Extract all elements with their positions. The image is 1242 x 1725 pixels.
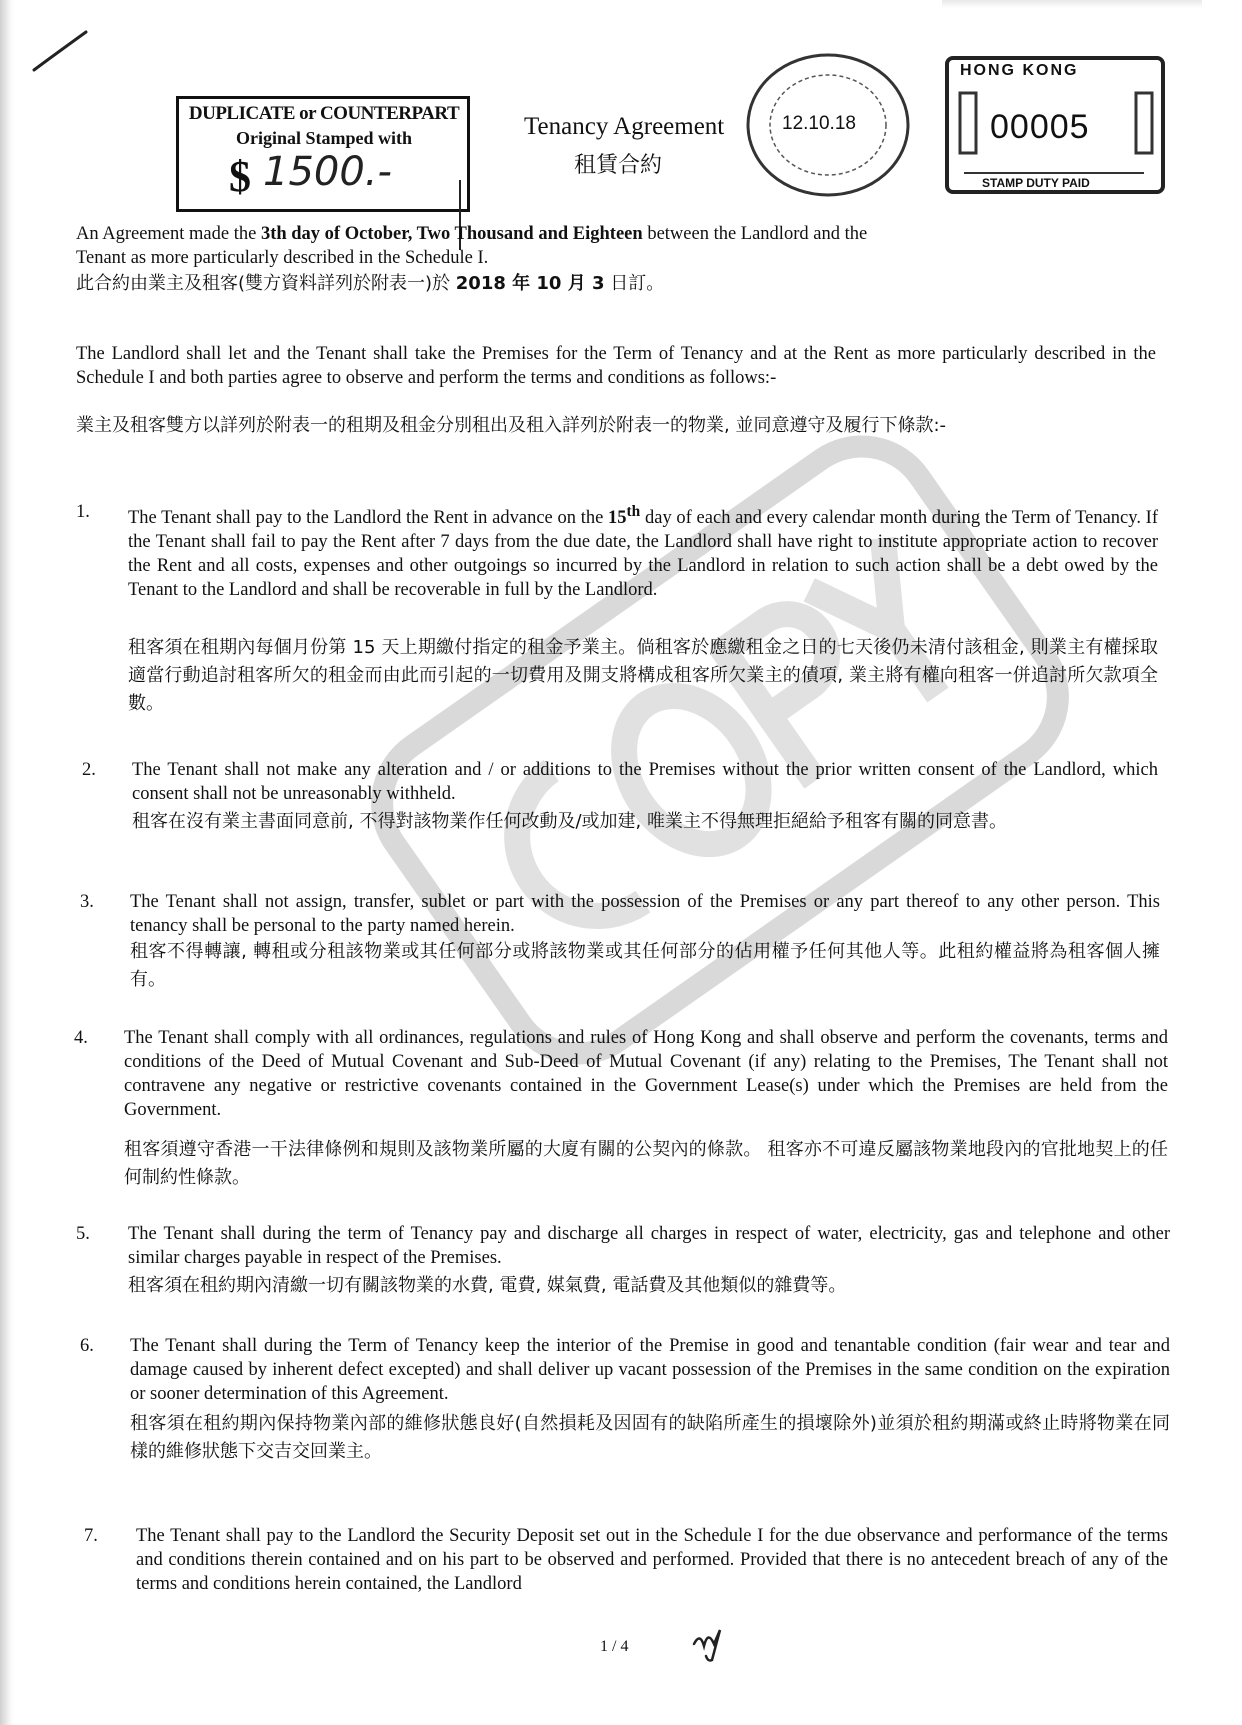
clause-1-day-suffix: th <box>626 503 641 520</box>
title-chinese: 租賃合約 <box>574 153 663 178</box>
preamble-chinese <box>76 270 1156 298</box>
intro-chinese: 業主及租客雙方以詳列於附表一的租期及租金分別租出及租入詳列於附表一的物業, 並同意遵守及履行下條款:- <box>76 415 946 436</box>
clause-english: The Tenant shall pay to the Landlord the Security Deposit set out in the Schedule I for the due observance and performance of the terms and conditions therein contained and on his part to be observed and performed. Provided that there is no antecedent breach of any of the terms and conditions herein contained, the Landlord <box>136 1526 1168 1594</box>
pen-mark <box>30 28 90 74</box>
clause-1-text-pre: The Tenant shall pay to the Landlord the Rent in advance on the <box>128 508 609 529</box>
clause-2-chinese: 租客在沒有業主書面同意前, 不得對該物業作任何改動及/或加建, 唯業主不得無理拒絕給予租客有關的同意書。 <box>132 811 1007 832</box>
preamble-zh-post: 日訂。 <box>604 273 665 294</box>
scan-edge-shadow <box>0 0 14 1725</box>
clause-english: The Tenant shall not make any alteration and / or additions to the Premises without the prior written consent of the Landlord, which consent shall not be unreasonably withheld. <box>132 760 1158 804</box>
clause-number: 2. <box>82 760 96 780</box>
preamble-english <box>76 222 1156 270</box>
preamble-zh-pre: 此合約由業主及租客(雙方資料詳列於附表一)於 <box>76 273 456 294</box>
clause-6-chinese: 租客須在租約期內保持物業內部的維修狀態良好(自然損耗及因固有的缺陷所產生的損壞除外)並須於租約期滿或終止時將物業在同樣的維修狀態下交吉交回業主。 <box>130 1413 1170 1462</box>
dollar-sign: $ <box>229 152 251 201</box>
clause-4-chinese: 租客須遵守香港一干法律條例和規則及該物業所屬的大廈有關的公契內的條款。 租客亦不可違反屬該物業地段內的官批地契上的任何制約性條款。 <box>124 1139 1168 1188</box>
clause-3-chinese: 租客不得轉讓, 轉租或分租該物業或其任何部分或將該物業或其任何部分的佔用權予任何其他人等。此租約權益將為租客個人擁有。 <box>130 941 1160 990</box>
clause-number: 4. <box>74 1028 88 1048</box>
clause-number: 7. <box>84 1526 98 1546</box>
preamble-line2: Tenant as more particularly described in the Schedule I. <box>76 248 489 268</box>
clause-english: The Tenant shall during the Term of Tenancy keep the interior of the Premise in good and tenantable condition (fair wear and tear and damage caused by inherent defect excepted) and shall deliver up vacant possession of the Premises in the same condition on the expiration or sooner determination of this Agreement. <box>130 1336 1170 1404</box>
preamble-text-pre: An Agreement made the <box>76 224 261 244</box>
clause-english: The Tenant shall not assign, transfer, sublet or part with the possession of the Premises or any part thereof to any other person. This tenancy shall be personal to the party named herein. <box>130 892 1160 936</box>
clause-number: 6. <box>80 1336 94 1356</box>
preamble-zh-date: 2018 年 10 月 3 <box>455 273 605 294</box>
duplicate-line2: Original Stamped with <box>235 128 413 148</box>
clause-1-day: 15 <box>608 508 627 529</box>
clause-english: The Tenant shall during the term of Tenancy pay and discharge all charges in respect of water, electricity, gas and telephone and other similar charges payable in respect of the Premises. <box>128 1224 1170 1268</box>
stamp-number: 00005 <box>990 108 1090 146</box>
clause-5-chinese: 租客須在租約期內清繳一切有關該物業的水費, 電費, 媒氣費, 電話費及其他類似的雜費等。 <box>128 1275 847 1296</box>
stamp-hong-kong-label: HONG KONG <box>960 62 1079 79</box>
preamble-date-bold: 3th day of October, Two Thousand and Eighteen <box>260 224 643 244</box>
handwritten-initial <box>690 1622 730 1662</box>
title-english: Tenancy Agreement <box>524 113 725 140</box>
stamp-duty-paid-label: STAMP DUTY PAID <box>982 176 1090 190</box>
clause-number: 1. <box>76 502 90 522</box>
clause-1-text-post: day of each and every calendar month during the Term of Tenancy. If the Tenant shall fail to pay the Rent after 7 days from the due date, the Landlord shall have right to institute appropriate action to recover the Rent and all costs, expenses and other outgoings so incurred by the Landlord in relation to such action shall be a debt owed by the Tenant to the Landlord and shall be recoverable in full by the Landlord. <box>128 508 1158 601</box>
intro-english: The Landlord shall let and the Tenant shall take the Premises for the Term of Tenancy and at the Rent as more particularly described in the Schedule I and both parties agree to observe and perform the terms and conditions as follows:- <box>76 344 1156 388</box>
clause-number: 3. <box>80 892 94 912</box>
page-number: 1 / 4 <box>600 1638 629 1655</box>
clause-english: The Tenant shall comply with all ordinances, regulations and rules of Hong Kong and shall observe and perform the covenants, terms and conditions of the Deed of Mutual Covenant and Sub-Deed of Mutual Covenant (if any) relating to the Premises, The Tenant shall not contravene any negative or restrictive covenants contained in the Government Lease(s) under which the Premises are held from the Government. <box>124 1028 1168 1120</box>
duplicate-line1: DUPLICATE or COUNTERPART <box>188 103 460 124</box>
clause-english <box>128 500 1158 602</box>
copy-watermark <box>340 370 1100 1130</box>
scan-smudge <box>942 0 1202 8</box>
clause-1-chinese: 租客須在租期內每個月份第 15 天上期繳付指定的租金予業主。倘租客於應繳租金之日的七天後仍未清付該租金, 則業主有權採取適當行動追討租客所欠的租金而由此而引起的一切費用及開支將構成租客所欠業主的債項, 業主將有權向租客一併追討所欠款項全數。 <box>128 637 1158 714</box>
duplicate-stamp-box <box>176 96 470 212</box>
stamped-amount: 1500.- <box>263 149 392 195</box>
stamp-duty-date: 12.10.18 <box>782 113 856 134</box>
clause-number: 5. <box>76 1224 90 1244</box>
preamble-text-post: between the Landlord and the <box>642 224 868 244</box>
